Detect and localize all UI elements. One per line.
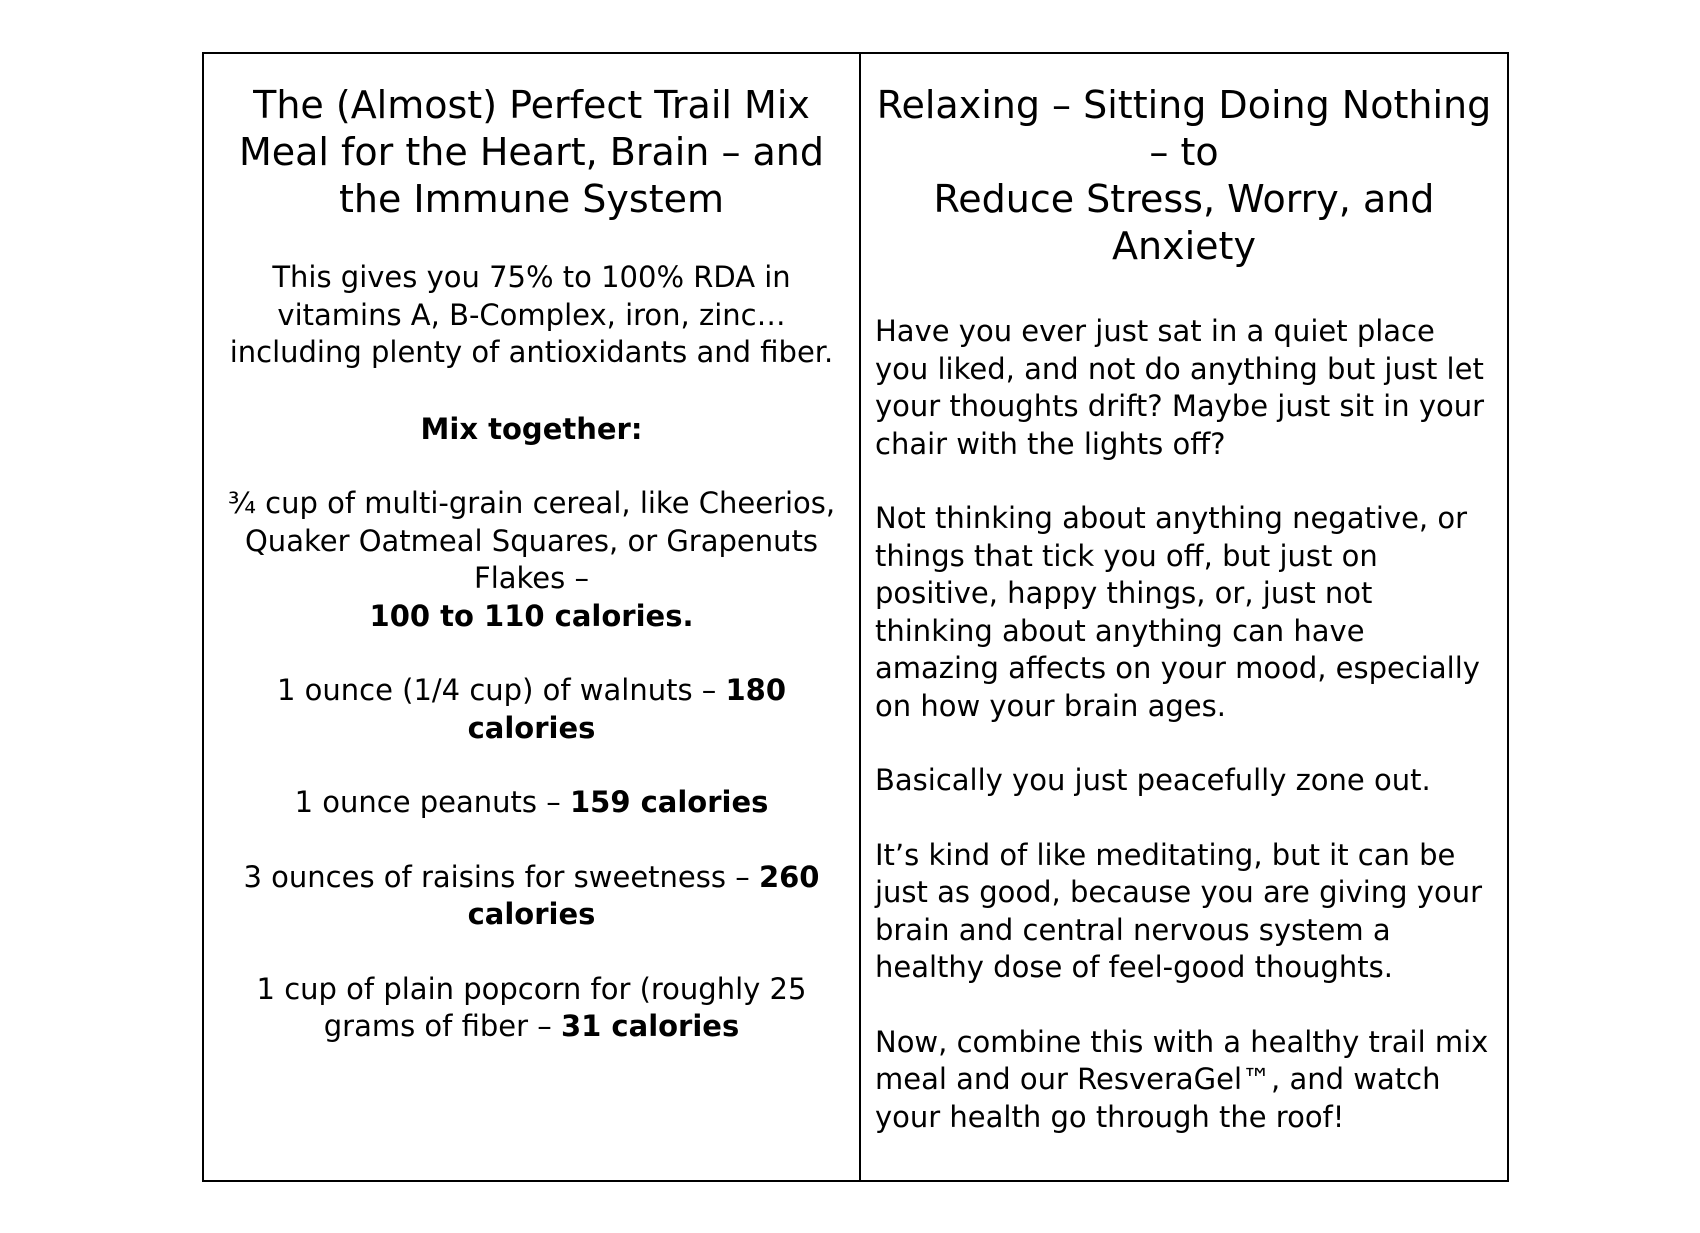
right-column (861, 54, 1507, 1136)
trail-mix-intro: This gives you 75% to 100% RDA in vitamins A, B-Complex, iron, zinc…including plenty of antioxidants and fiber. (229, 260, 834, 369)
relaxing-paragraph: Not thinking about anything negative, or things that tick you off, but just on positive, happy things, or, just not thinking about anything can have amazing affects on your mood, especially on how your brain ages. (875, 501, 1480, 723)
ingredient-calories: 100 to 110 calories. (369, 598, 694, 633)
ingredient-cereal (216, 485, 847, 635)
ingredient-popcorn (216, 971, 847, 1046)
trail-mix-title: The (Almost) Perfect Trail Mix Meal for the Heart, Brain – and the Immune System (238, 83, 825, 221)
ingredient-text: 3 ounces of raisins for sweetness – (243, 859, 759, 894)
left-column (204, 54, 859, 1046)
ingredient-peanuts (216, 784, 847, 822)
two-column-table (202, 52, 1509, 1182)
relaxing-title-line: Relaxing – Sitting Doing Nothing – to (876, 83, 1492, 174)
ingredient-calories: 159 calories (569, 785, 769, 819)
ingredient-text: Quaker Oatmeal Squares, or Grapenuts Flakes – (244, 523, 818, 595)
relaxing-paragraph: Have you ever just sat in a quiet place you liked, and not do anything but just let your thoughts drift? Maybe just sit in your chair with the lights off? (875, 314, 1485, 461)
ingredient-calories: 31 calories (560, 1009, 740, 1043)
ingredient-text: 1 ounce (1/4 cup) of walnuts – (276, 673, 726, 707)
relaxing-title (875, 82, 1493, 270)
relaxing-paragraph: Now, combine this with a healthy trail mix meal and our ResveraGel™, and watch your health go through the roof! (875, 1024, 1489, 1134)
mix-together-heading: Mix together: (420, 411, 643, 446)
ingredient-text: 1 ounce peanuts – (294, 785, 570, 819)
relaxing-paragraph: Basically you just peacefully zone out. (875, 763, 1431, 797)
ingredient-raisins (216, 859, 847, 934)
ingredient-text: 1 cup of plain popcorn for (roughly 25 grams of fiber – (256, 971, 807, 1043)
ingredient-calories: 260 calories (467, 859, 820, 931)
ingredient-calories: 180 calories (467, 673, 787, 745)
relaxing-title-line: Reduce Stress, Worry, and Anxiety (933, 177, 1435, 268)
ingredient-walnuts (216, 672, 847, 747)
ingredient-text: ¾ cup of multi-grain cereal, like Cheerios, (227, 486, 836, 520)
relaxing-paragraph: It’s kind of like meditating, but it can be just as good, because you are giving your brain and central nervous system a healthy dose of feel-good thoughts. (875, 837, 1483, 984)
